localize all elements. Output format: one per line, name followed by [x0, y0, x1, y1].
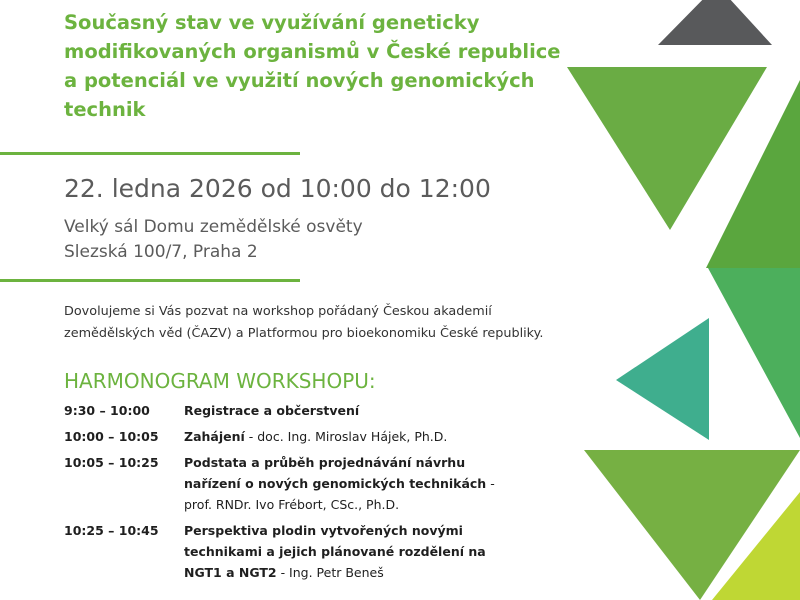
schedule-title: Perspektiva plodin vytvořených novými technikami a jejich plánované rozdělení na NGT1 a NGT2: [184, 523, 486, 580]
schedule-time: 10:05 – 10:25: [64, 455, 159, 470]
schedule-speaker: - prof. RNDr. Ivo Frébort, CSc., Ph.D.: [184, 476, 495, 512]
invitation-text: Dovolujeme si Vás pozvat na workshop pořádaný Českou akademií zemědělských věd (ČAZV) a Platformou pro bioekonomiku České republiky.: [64, 304, 544, 341]
schedule-row: [64, 520, 524, 583]
schedule-speaker: - doc. Ing. Miroslav Hájek, Ph.D.: [244, 429, 448, 444]
schedule-time: 9:30 – 10:00: [64, 403, 150, 418]
schedule-description: [184, 400, 524, 421]
divider-top: [0, 152, 300, 155]
event-venue: [64, 215, 363, 265]
schedule-list: [64, 400, 524, 588]
schedule-title: Registrace a občerstvení: [184, 403, 360, 418]
schedule-speaker: - Ing. Petr Beneš: [276, 565, 384, 580]
schedule-title: Zahájení: [184, 429, 245, 444]
schedule-time: 10:25 – 10:45: [64, 523, 159, 538]
venue-address: Slezská 100/7, Praha 2: [64, 242, 258, 262]
schedule-title: Podstata a průběh projednávání návrhu nařízení o nových genomických technikách: [184, 455, 487, 491]
triangle-dark-gray: [658, 0, 772, 45]
schedule-time: 10:00 – 10:05: [64, 429, 159, 444]
schedule-description: [184, 426, 524, 447]
schedule-row: [64, 452, 524, 515]
schedule-heading: HARMONOGRAM WORKSHOPU:: [64, 369, 376, 393]
schedule-row: [64, 400, 524, 421]
triangle-right-green-lower: [708, 268, 800, 438]
venue-name: Velký sál Domu zemědělské osvěty: [64, 217, 363, 237]
triangle-teal: [616, 318, 709, 440]
page-title: Současný stav ve využívání geneticky modifikovaných organismů v České republice a potenciál ve využití nových genomických technik: [64, 11, 561, 121]
triangle-top-green: [567, 67, 767, 230]
schedule-row: [64, 426, 524, 447]
schedule-description: [184, 520, 524, 583]
schedule-description: [184, 452, 524, 515]
divider-bottom: [0, 279, 300, 282]
event-date-time: 22. ledna 2026 od 10:00 do 12:00: [64, 174, 491, 203]
